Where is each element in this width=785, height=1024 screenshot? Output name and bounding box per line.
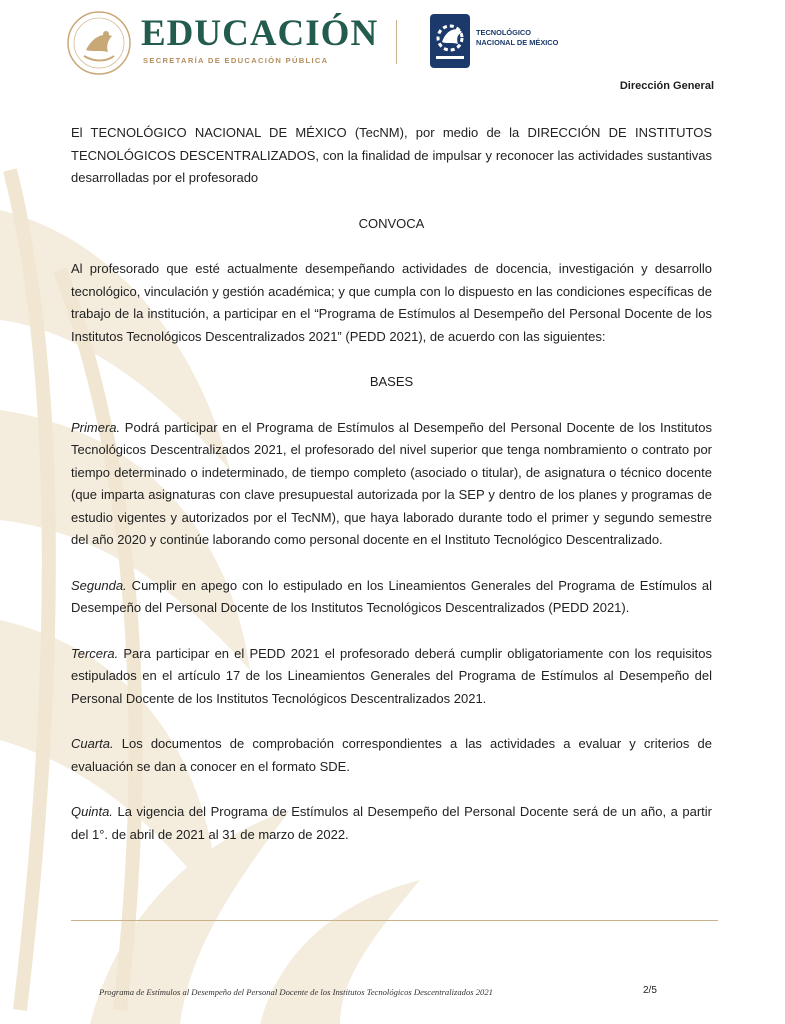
base-label: Primera. [71,419,121,435]
footer-program-title: Programa de Estímulos al Desempeño del Personal Docente de los Institutos Tecnológicos Descentralizados 2021 [99,987,493,997]
base-segunda [71,575,712,620]
base-primera [71,417,712,552]
tecnm-logo-icon [428,12,472,70]
page-number: 2/5 [643,985,657,996]
base-text: La vigencia del Programa de Estímulos al Desempeño del Personal Docente será de un año, a partir del 1°. de abril de 2021 al 31 de marzo de 2022. [71,804,712,842]
base-label: Segunda. [71,577,127,593]
base-quinta [71,801,712,846]
convoca-paragraph: Al profesorado que esté actualmente desempeñando actividades de docencia, investigación y desarrollo tecnológico, vinculación y gestión académica; y que cumpla con lo dispuesto en las condiciones específicas de trabajo de la institución, a participar en el “Programa de Estímulos al Desempeño del Personal Docente de los Institutos Tecnológicos Descentralizados 2021” (PEDD 2021), de acuerdo con las siguientes: [71,261,712,344]
education-title: EDUCACIÓN [141,13,379,54]
tecnm-line-2: NACIONAL DE MÉXICO [476,38,559,47]
base-label: Cuarta. [71,736,114,751]
coat-of-arms-icon [66,10,132,76]
base-label: Quinta. [71,804,113,819]
sep-subtitle: SECRETARÍA DE EDUCACIÓN PÚBLICA [143,56,329,65]
direccion-general-label: Dirección General [619,80,714,92]
footer-divider [71,920,718,921]
document-body [71,122,712,846]
base-cuarta [71,733,712,778]
bases-heading: BASES [369,374,414,389]
tecnm-wordmark [476,28,586,48]
intro-paragraph: El TECNOLÓGICO NACIONAL DE MÉXICO (TecNM), por medio de la DIRECCIÓN DE INSTITUTOS TECNOLÓGICOS DESCENTRALIZADOS, con la finalidad de impulsar y reconocer las actividades sustantivas desarrolladas por el profesorado [71,125,712,185]
base-text: Cumplir en apego con lo estipulado en los Lineamientos Generales del Programa de Estímulos al Desempeño del Personal Docente de los Institutos Tecnológicos Descentralizados (PEDD 2021). [71,577,712,615]
tecnm-line-1: TECNOLÓGICO [476,28,532,37]
base-text: Para participar en el PEDD 2021 el profesorado deberá cumplir obligatoriamente con los requisitos estipulados en el artículo 17 de los Lineamientos Generales del Programa de Estímulos al Desempeño del Personal Docente de los Institutos Tecnológicos Descentralizados 2021. [71,645,712,706]
convoca-heading: CONVOCA [358,215,425,231]
base-text: Podrá participar en el Programa de Estímulos al Desempeño del Personal Docente de los Institutos Tecnológicos Descentralizados 2021, el profesorado del nivel superior que tenga nombramiento o contrato por tiempo determinado o indeterminado, de tiempo completo (asociado o titular), de asignatura o técnico docente (que imparta asignaturas con clave presupuestal autorizada por la SEP y dentro de los planes y programas de estudio vigentes y autorizados por el TecNM), que haya laborado durante todo el primer y segundo semestre del año 2020 y continúe laborando como personal docente en el Instituto Tecnológico Descentralizado. [71,419,712,547]
header-divider [396,20,397,64]
base-label: Tercera. [71,645,119,661]
base-tercera [71,643,712,711]
base-text: Los documentos de comprobación correspondientes a las actividades a evaluar y criterios de evaluación se dan a conocer en el formato SDE. [71,736,712,774]
